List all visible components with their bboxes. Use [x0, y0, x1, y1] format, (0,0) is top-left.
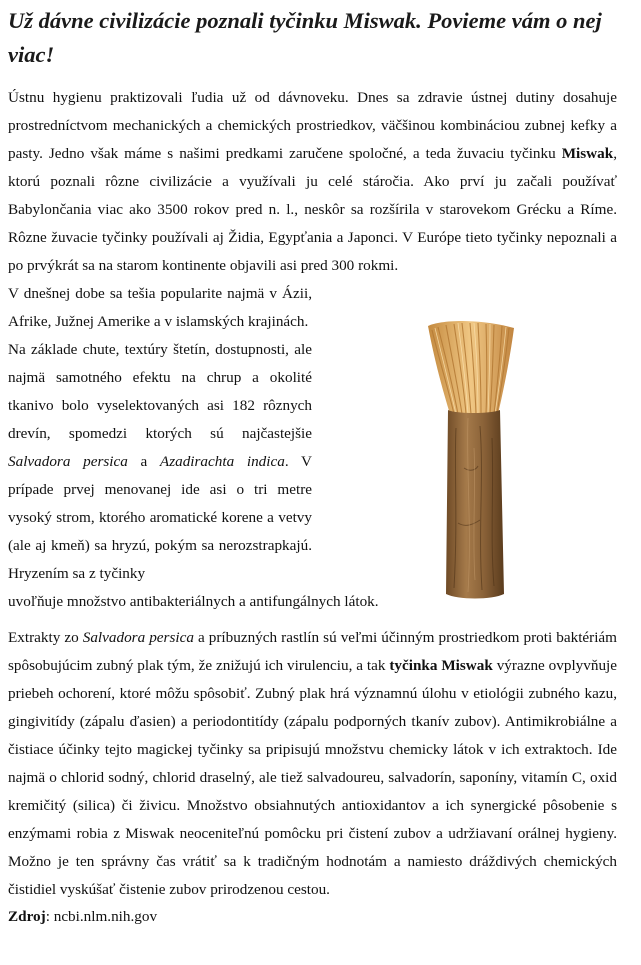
extracts-miswak-bold: tyčinka Miswak — [389, 657, 493, 674]
source-label: Zdroj — [8, 908, 46, 925]
popularity-paragraph: V dnešnej dobe sa tešia popularite najmä v Ázii, Afrike, Južnej Amerike a v islamských krajinách. — [8, 285, 312, 330]
selection-text-3: . V prípade prvej menovanej ide asi o tri metre vysoký strom, ktorého aromatické korene a vetvy (ale aj kmeň) sa hryzú, pokým sa nerozstrapkajú. Hryzením sa z tyčinky — [8, 453, 312, 582]
extracts-text-1: Extrakty zo — [8, 629, 83, 646]
source-value: : ncbi.nlm.nih.gov — [45, 908, 158, 925]
intro-paragraph — [8, 84, 617, 280]
extracts-text-2: a príbuzných rastlín sú veľmi účinným prostriedkom proti baktériám spôsobujúcim zubný plak tým, že znižujú ich virulenciu, a tak — [8, 629, 617, 674]
intro-text-2: , ktorú poznali rôzne civilizácie a využívali ju celé stáročia. Ako prví ju začali používať Babylončania viac ako 3500 rokov pred n. l., neskôr sa rozšírila v starovekom Grécku a Ríme. Rôzne žuvacie tyčinky používali aj Židia, Egypťania a Japonci. V Európe tieto tyčinky nepoznali a po prvýkrát sa na starom kontinente objavili asi pred 300 rokmi. — [8, 145, 617, 274]
selection-text-2: a — [127, 453, 160, 470]
species-salvadora: Salvadora persica — [8, 453, 128, 470]
source-line — [8, 905, 617, 929]
extracts-text-3: výrazne ovplyvňuje priebeh ochorení, ktoré môžu spôsobiť. Zubný plak hrá významnú úlohu v etiológii zubného kazu, gingivitídy (zápalu ďasien) a periodontitídy (zápalu podporných tkanív zubov). Antimikrobiálne a čistiace účinky tejto magickej tyčinky sa pripisujú množstvu chemicky látok v ich extraktoch. Ide najmä o chlorid sodný, chlorid draselný, ale tiež salvadoureu, salvadorín, saponíny, vitamín C, oxid kremičitý (silica) či živicu. Množstvo obsiahnutých antioxidantov a ich synergické pôsobenie s enzýmami robia z Miswak neoceniteľnú pomôcku pri čistení zubov a udržiavaní orálnej hygieny. Možno je ten správny čas vrátiť sa k tradičným hodnotám a namiesto dráždivých chemických čistidiel vyskúšať čistenie zubov prirodzenou cestou. — [8, 657, 618, 898]
image-side-text — [8, 280, 379, 610]
intro-text-1: Ústnu hygienu praktizovali ľudia už od dávnoveku. Dnes sa zdravie ústnej dutiny dosahuje prostredníctvom mechanických a chemických prostriedkov, väčšinou kombináciou zubnej kefky a pasty. Jedno však máme s našimi predkami zaručene spoločné, a teda žuvaciu tyčinku — [8, 89, 617, 162]
species-azadirachta: Azadirachta indica — [159, 453, 285, 470]
intro-miswak-bold: Miswak — [561, 145, 614, 162]
image-section — [8, 280, 617, 616]
selection-text-1: Na základe chute, textúry štetín, dostupnosti, ale najmä samotného efektu na chrup a okolité tkanivo bolo vyselektovaných asi 182 rôznych drevín, spomedzi ktorých sú najčastejšie — [8, 341, 312, 442]
article — [8, 0, 617, 929]
article-title: Už dávne civilizácie poznali tyčinku Miswak. Povieme vám o nej viac! — [8, 8, 602, 67]
lower-section — [8, 624, 617, 929]
extracts-paragraph — [8, 624, 617, 904]
selection-last-line: uvoľňuje množstvo antibakteriálnych a antifungálnych látok. — [8, 593, 379, 610]
extracts-species: Salvadora persica — [82, 629, 194, 646]
selection-paragraph — [8, 336, 312, 588]
miswak-stick-image — [418, 318, 528, 600]
